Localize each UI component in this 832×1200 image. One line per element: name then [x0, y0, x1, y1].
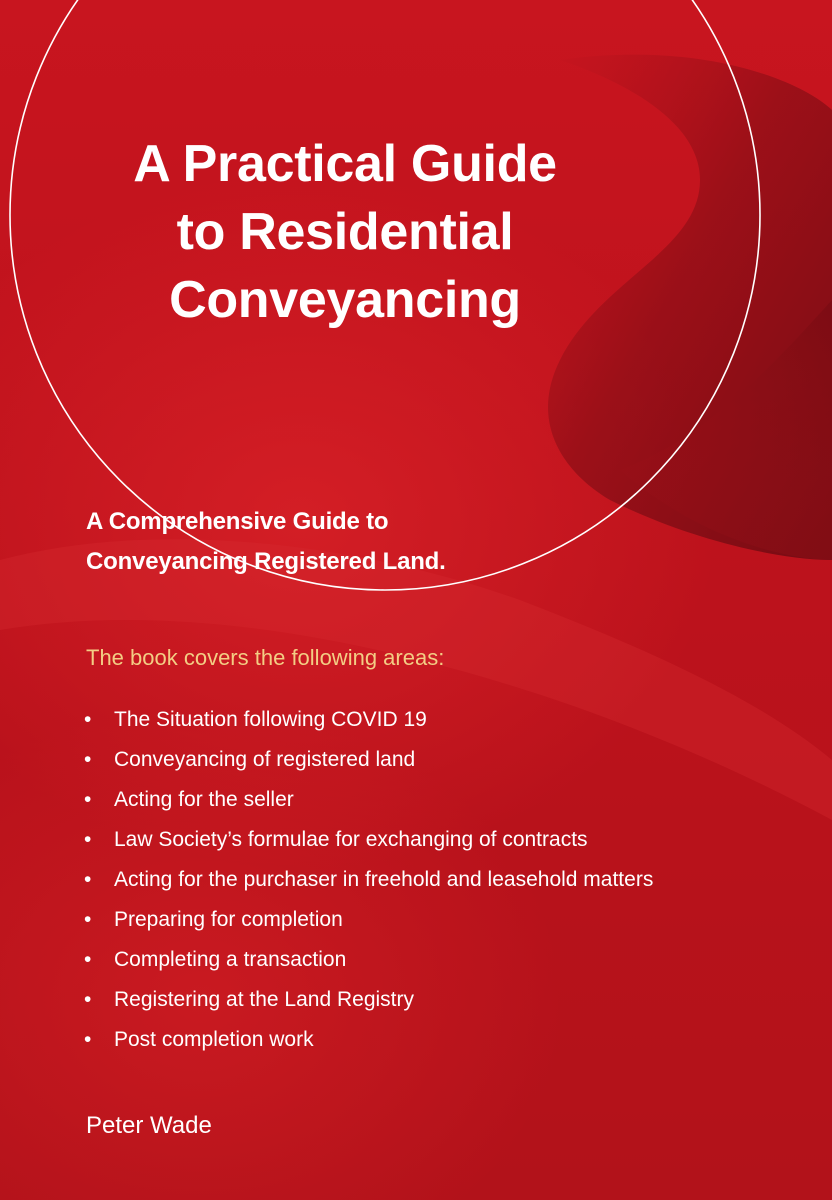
list-item-text: Acting for the purchaser in freehold and leasehold matters: [114, 868, 654, 891]
covers-heading: The book covers the following areas:: [86, 645, 445, 670]
list-item: [84, 1020, 653, 1060]
list-item-text: Preparing for completion: [114, 908, 343, 931]
list-item: [84, 780, 653, 820]
list-item: [84, 980, 653, 1020]
areas-list: [84, 700, 653, 1060]
list-item: [84, 900, 653, 940]
list-item-text: Registering at the Land Registry: [114, 988, 414, 1011]
list-item-text: The Situation following COVID 19: [114, 708, 427, 731]
list-item: [84, 940, 653, 980]
title-line: Conveyancing: [169, 271, 521, 329]
author-name: Peter Wade: [86, 1112, 212, 1139]
list-item-text: Acting for the seller: [114, 788, 294, 811]
bullet-icon: •: [84, 748, 92, 771]
bullet-icon: •: [84, 708, 92, 731]
bullet-icon: •: [84, 1028, 92, 1051]
list-item-text: Post completion work: [114, 1028, 314, 1051]
bullet-icon: •: [84, 988, 92, 1011]
bullet-icon: •: [84, 828, 92, 851]
bullet-icon: •: [84, 788, 92, 811]
title-line: A Practical Guide: [133, 135, 557, 193]
list-item-text: Completing a transaction: [114, 948, 347, 971]
list-item: [84, 820, 653, 860]
bullet-icon: •: [84, 868, 92, 891]
list-item-text: Law Society’s formulae for exchanging of contracts: [114, 828, 588, 851]
subtitle-line: Conveyancing Registered Land.: [86, 548, 446, 575]
list-item: [84, 740, 653, 780]
book-title: [0, 130, 690, 334]
book-subtitle: [86, 502, 446, 582]
subtitle-line: A Comprehensive Guide to: [86, 508, 389, 535]
list-item-text: Conveyancing of registered land: [114, 748, 416, 771]
list-item: [84, 700, 653, 740]
list-item: [84, 860, 653, 900]
bullet-icon: •: [84, 908, 92, 931]
bullet-icon: •: [84, 948, 92, 971]
title-line: to Residential: [176, 203, 514, 261]
